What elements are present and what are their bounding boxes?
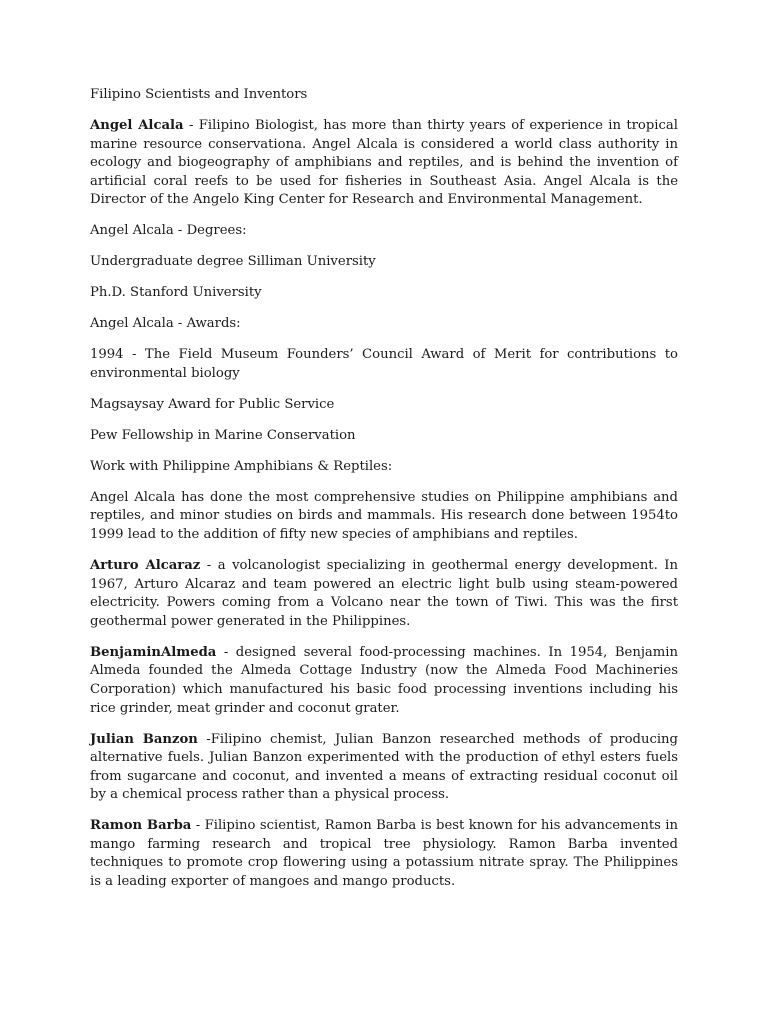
- barba-text: - Filipino scientist, Ramon Barba is best known for his advancements in mango farming research and tropical tree physiology. Ramon Barba invented techniques to promote crop flowering using a potassium nitrate spray. The Philippines is a leading exporter of mangoes and mango products.: [90, 818, 678, 890]
- alcala-work-paragraph: Angel Alcala has done the most comprehensive studies on Philippine amphibians and reptiles, and minor studies on birds and mammals. His research done between 1954to 1999 lead to the addition of fifty new species of amphibians and reptiles.: [90, 489, 678, 542]
- award-item: Magsaysay Award for Public Service: [90, 396, 335, 412]
- alcala-intro-paragraph: [90, 117, 678, 210]
- almeda-paragraph: [90, 644, 678, 718]
- alcala-degrees-heading: Angel Alcala - Degrees:: [90, 223, 247, 239]
- alcala-work-heading: Work with Philippine Amphibians & Reptiles:: [90, 458, 393, 474]
- alcala-awards-heading: Angel Alcala - Awards:: [90, 316, 241, 332]
- alcala-intro-text: - Filipino Biologist, has more than thirty years of experience in tropical marine resource conservationa. Angel Alcala is considered a world class authority in ecology and biogeography of amphibians and reptiles, and is behind the invention of artificial coral reefs to be used for fisheries in Southeast Asia. Angel Alcala is the Director of the Angelo King Center for Research and Environmental Management.: [90, 117, 678, 208]
- award-item: Pew Fellowship in Marine Conservation: [90, 427, 356, 443]
- almeda-name: BenjaminAlmeda: [90, 644, 217, 660]
- banzon-paragraph: [90, 731, 678, 805]
- alcaraz-paragraph: [90, 557, 678, 631]
- degree-item: Undergraduate degree Silliman University: [90, 254, 376, 270]
- barba-name: Ramon Barba: [90, 818, 192, 834]
- document-page: [90, 86, 678, 904]
- alcala-name: Angel Alcala: [90, 117, 184, 133]
- document-title: Filipino Scientists and Inventors: [90, 87, 308, 102]
- degree-item: Ph.D. Stanford University: [90, 285, 262, 301]
- alcaraz-text: - a volcanologist specializing in geothermal energy development. In 1967, Arturo Alcaraz and team powered an electric light bulb using steam-powered electricity. Powers coming from a Volcano near the town of Tiwi. This was the first geothermal power generated in the Philippines.: [90, 557, 678, 629]
- alcaraz-name: Arturo Alcaraz: [90, 557, 201, 573]
- banzon-name: Julian Banzon: [90, 731, 198, 747]
- barba-paragraph: [90, 817, 678, 891]
- award-item: 1994 - The Field Museum Founders’ Council Award of Merit for contributions to environmental biology: [90, 347, 678, 381]
- almeda-text: - designed several food-processing machines. In 1954, Benjamin Almeda founded the Almeda Cottage Industry (now the Almeda Food Machineries Corporation) which manufactured his basic food processing inventions including his rice grinder, meat grinder and coconut grater.: [90, 644, 678, 716]
- banzon-text: -Filipino chemist, Julian Banzon researched methods of producing alternative fuels. Julian Banzon experimented with the production of ethyl esters fuels from sugarcane and coconut, and invented a means of extracting residual coconut oil by a chemical process rather than a physical process.: [90, 731, 678, 803]
